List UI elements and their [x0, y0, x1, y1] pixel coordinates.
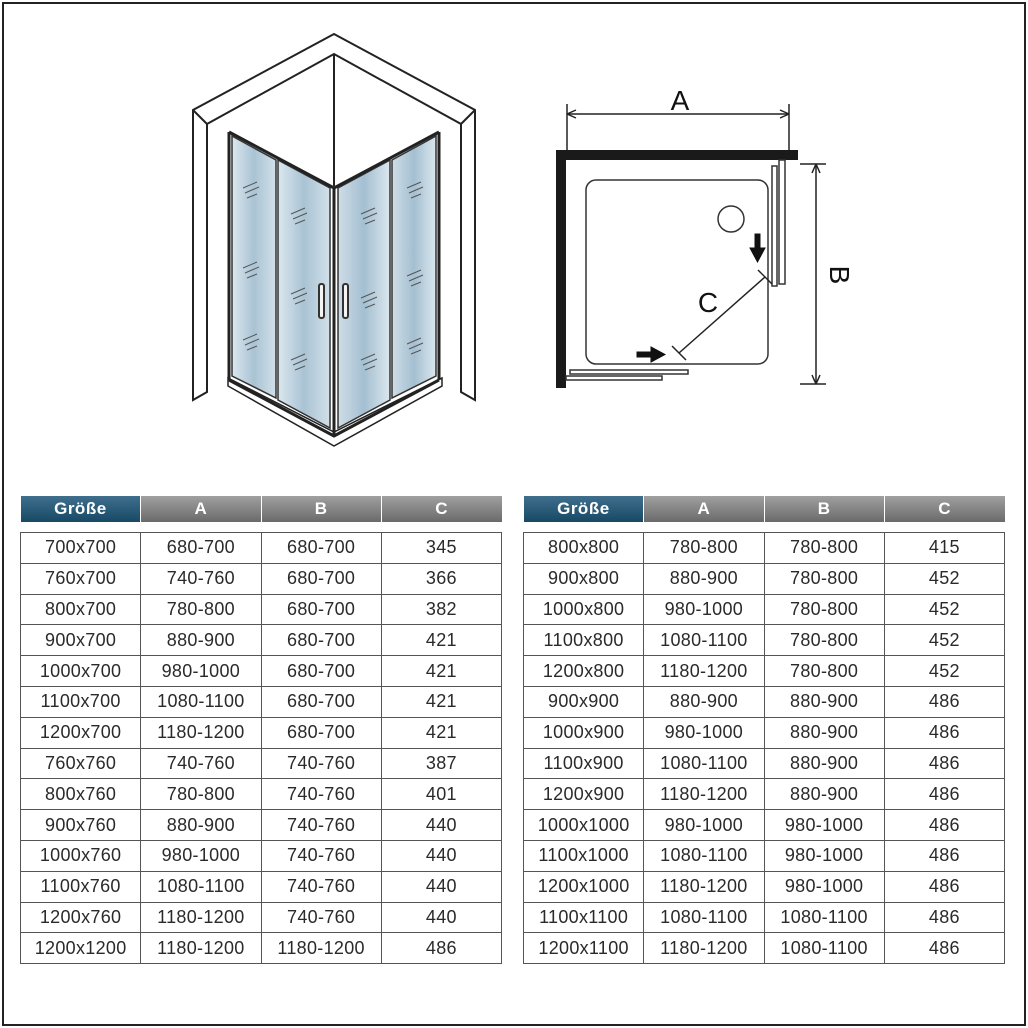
cell-a: 880-900 — [644, 563, 764, 594]
cell-a: 740-760 — [141, 563, 261, 594]
cell-c: 421 — [381, 625, 501, 656]
table-row — [21, 902, 502, 933]
cell-b: 680-700 — [261, 563, 381, 594]
cell-c: 486 — [381, 933, 501, 964]
cell-c: 345 — [381, 533, 501, 564]
cell-c: 486 — [884, 871, 1004, 902]
cell-size: 800x800 — [524, 533, 644, 564]
table-row — [21, 840, 502, 871]
cell-c: 421 — [381, 656, 501, 687]
header-a: A — [644, 496, 764, 522]
cell-b: 880-900 — [764, 748, 884, 779]
table-row — [21, 563, 502, 594]
plan-tray — [586, 180, 768, 364]
cell-a: 1180-1200 — [644, 933, 764, 964]
cell-b: 740-760 — [261, 748, 381, 779]
cell-b: 880-900 — [764, 717, 884, 748]
cell-b: 680-700 — [261, 656, 381, 687]
cell-c: 486 — [884, 748, 1004, 779]
cell-c: 421 — [381, 717, 501, 748]
cell-c: 382 — [381, 594, 501, 625]
cell-size: 800x760 — [21, 779, 141, 810]
header-size: Größe — [21, 496, 141, 522]
cell-size: 1100x800 — [524, 625, 644, 656]
cell-b: 980-1000 — [764, 840, 884, 871]
table-row — [21, 594, 502, 625]
cell-c: 366 — [381, 563, 501, 594]
table-row — [21, 871, 502, 902]
cell-c: 486 — [884, 717, 1004, 748]
cell-a: 980-1000 — [141, 656, 261, 687]
size-table-right — [523, 496, 1005, 964]
cell-b: 1080-1100 — [764, 933, 884, 964]
cell-size: 1100x900 — [524, 748, 644, 779]
cell-a: 980-1000 — [141, 840, 261, 871]
cell-c: 401 — [381, 779, 501, 810]
cell-a: 1080-1100 — [644, 625, 764, 656]
cell-b: 780-800 — [764, 563, 884, 594]
cell-size: 1200x700 — [21, 717, 141, 748]
cell-c: 452 — [884, 656, 1004, 687]
cell-size: 1000x800 — [524, 594, 644, 625]
table-row — [524, 871, 1005, 902]
cell-size: 1200x760 — [21, 902, 141, 933]
cell-b: 680-700 — [261, 594, 381, 625]
cell-size: 700x700 — [21, 533, 141, 564]
table-row — [21, 656, 502, 687]
table-row — [21, 779, 502, 810]
table-row — [524, 810, 1005, 841]
cell-size: 1100x1000 — [524, 840, 644, 871]
cell-a: 740-760 — [141, 748, 261, 779]
cell-size: 1200x1100 — [524, 933, 644, 964]
cell-c: 440 — [381, 902, 501, 933]
cell-size: 900x900 — [524, 686, 644, 717]
cell-c: 440 — [381, 810, 501, 841]
label-b: B — [824, 265, 855, 285]
cell-b: 780-800 — [764, 533, 884, 564]
table-row — [524, 686, 1005, 717]
cell-a: 1080-1100 — [644, 748, 764, 779]
dimension-b — [800, 164, 826, 384]
cell-c: 415 — [884, 533, 1004, 564]
cell-c: 440 — [381, 840, 501, 871]
cell-b: 880-900 — [764, 686, 884, 717]
cell-size: 900x800 — [524, 563, 644, 594]
cell-a: 1080-1100 — [644, 902, 764, 933]
cell-b: 740-760 — [261, 779, 381, 810]
cell-a: 780-800 — [141, 779, 261, 810]
table-header-row — [21, 496, 502, 522]
cell-c: 440 — [381, 871, 501, 902]
cell-c: 486 — [884, 779, 1004, 810]
table-row — [524, 717, 1005, 748]
cell-a: 980-1000 — [644, 717, 764, 748]
table-row — [524, 625, 1005, 656]
table-row — [524, 933, 1005, 964]
label-a: A — [670, 85, 690, 116]
table-row — [21, 717, 502, 748]
table-row — [21, 748, 502, 779]
cell-b: 680-700 — [261, 625, 381, 656]
table-row — [524, 902, 1005, 933]
right-glass-panels — [338, 136, 436, 428]
cell-size: 1200x900 — [524, 779, 644, 810]
cell-c: 452 — [884, 563, 1004, 594]
cell-b: 740-760 — [261, 871, 381, 902]
cell-a: 1180-1200 — [141, 902, 261, 933]
table-row — [21, 533, 502, 564]
plan-right-panels — [772, 160, 785, 286]
cell-size: 900x760 — [21, 810, 141, 841]
cell-c: 486 — [884, 902, 1004, 933]
spacer-row — [524, 522, 1005, 533]
cell-c: 486 — [884, 933, 1004, 964]
cell-b: 1180-1200 — [261, 933, 381, 964]
cell-a: 1180-1200 — [644, 779, 764, 810]
table-row — [524, 594, 1005, 625]
header-c: C — [884, 496, 1004, 522]
table-row — [524, 533, 1005, 564]
header-b: B — [261, 496, 381, 522]
cell-b: 980-1000 — [764, 810, 884, 841]
cell-c: 387 — [381, 748, 501, 779]
cell-b: 1080-1100 — [764, 902, 884, 933]
cell-a: 980-1000 — [644, 594, 764, 625]
cell-size: 1200x800 — [524, 656, 644, 687]
cell-size: 1100x760 — [21, 871, 141, 902]
cell-a: 1180-1200 — [644, 656, 764, 687]
header-c: C — [381, 496, 501, 522]
table-row — [21, 625, 502, 656]
spacer-row — [21, 522, 502, 533]
cell-c: 452 — [884, 594, 1004, 625]
cell-b: 740-760 — [261, 810, 381, 841]
left-glass-panels — [232, 136, 330, 428]
cell-c: 421 — [381, 686, 501, 717]
header-b: B — [764, 496, 884, 522]
cell-size: 760x760 — [21, 748, 141, 779]
cell-size: 1100x700 — [21, 686, 141, 717]
header-a: A — [141, 496, 261, 522]
cell-b: 680-700 — [261, 717, 381, 748]
plan-view-diagram — [548, 85, 855, 398]
cell-b: 880-900 — [764, 779, 884, 810]
cell-a: 880-900 — [141, 625, 261, 656]
table-row — [21, 810, 502, 841]
table-row — [21, 933, 502, 964]
cell-a: 1180-1200 — [141, 933, 261, 964]
table-row — [21, 686, 502, 717]
header-size: Größe — [524, 496, 644, 522]
cell-size: 900x700 — [21, 625, 141, 656]
cell-a: 1080-1100 — [141, 686, 261, 717]
cell-b: 780-800 — [764, 594, 884, 625]
cell-size: 1000x1000 — [524, 810, 644, 841]
cell-a: 1180-1200 — [141, 717, 261, 748]
cell-size: 1200x1200 — [21, 933, 141, 964]
cell-size: 1000x760 — [21, 840, 141, 871]
label-c: C — [697, 287, 719, 318]
table-row — [524, 840, 1005, 871]
size-table-left — [20, 496, 502, 964]
table-row — [524, 563, 1005, 594]
cell-size: 1000x700 — [21, 656, 141, 687]
cell-a: 1080-1100 — [141, 871, 261, 902]
cell-a: 980-1000 — [644, 810, 764, 841]
cell-c: 486 — [884, 686, 1004, 717]
table-row — [524, 748, 1005, 779]
table-row — [524, 779, 1005, 810]
cell-size: 800x700 — [21, 594, 141, 625]
shower-enclosure-illustration — [185, 28, 485, 458]
cell-size: 1200x1000 — [524, 871, 644, 902]
cell-a: 680-700 — [141, 533, 261, 564]
cell-c: 486 — [884, 810, 1004, 841]
cell-size: 1000x900 — [524, 717, 644, 748]
cell-size: 760x700 — [21, 563, 141, 594]
cell-a: 780-800 — [141, 594, 261, 625]
cell-a: 780-800 — [644, 533, 764, 564]
cell-size: 1100x1100 — [524, 902, 644, 933]
cell-c: 452 — [884, 625, 1004, 656]
cell-b: 780-800 — [764, 656, 884, 687]
cell-b: 740-760 — [261, 902, 381, 933]
cell-b: 680-700 — [261, 533, 381, 564]
table-row — [524, 656, 1005, 687]
cell-c: 486 — [884, 840, 1004, 871]
cell-b: 740-760 — [261, 840, 381, 871]
cell-a: 880-900 — [644, 686, 764, 717]
cell-b: 680-700 — [261, 686, 381, 717]
cell-a: 1080-1100 — [644, 840, 764, 871]
cell-b: 980-1000 — [764, 871, 884, 902]
drain — [718, 206, 744, 232]
cell-b: 780-800 — [764, 625, 884, 656]
cell-a: 880-900 — [141, 810, 261, 841]
table-header-row — [524, 496, 1005, 522]
cell-a: 1180-1200 — [644, 871, 764, 902]
plan-bottom-panels — [566, 370, 688, 380]
